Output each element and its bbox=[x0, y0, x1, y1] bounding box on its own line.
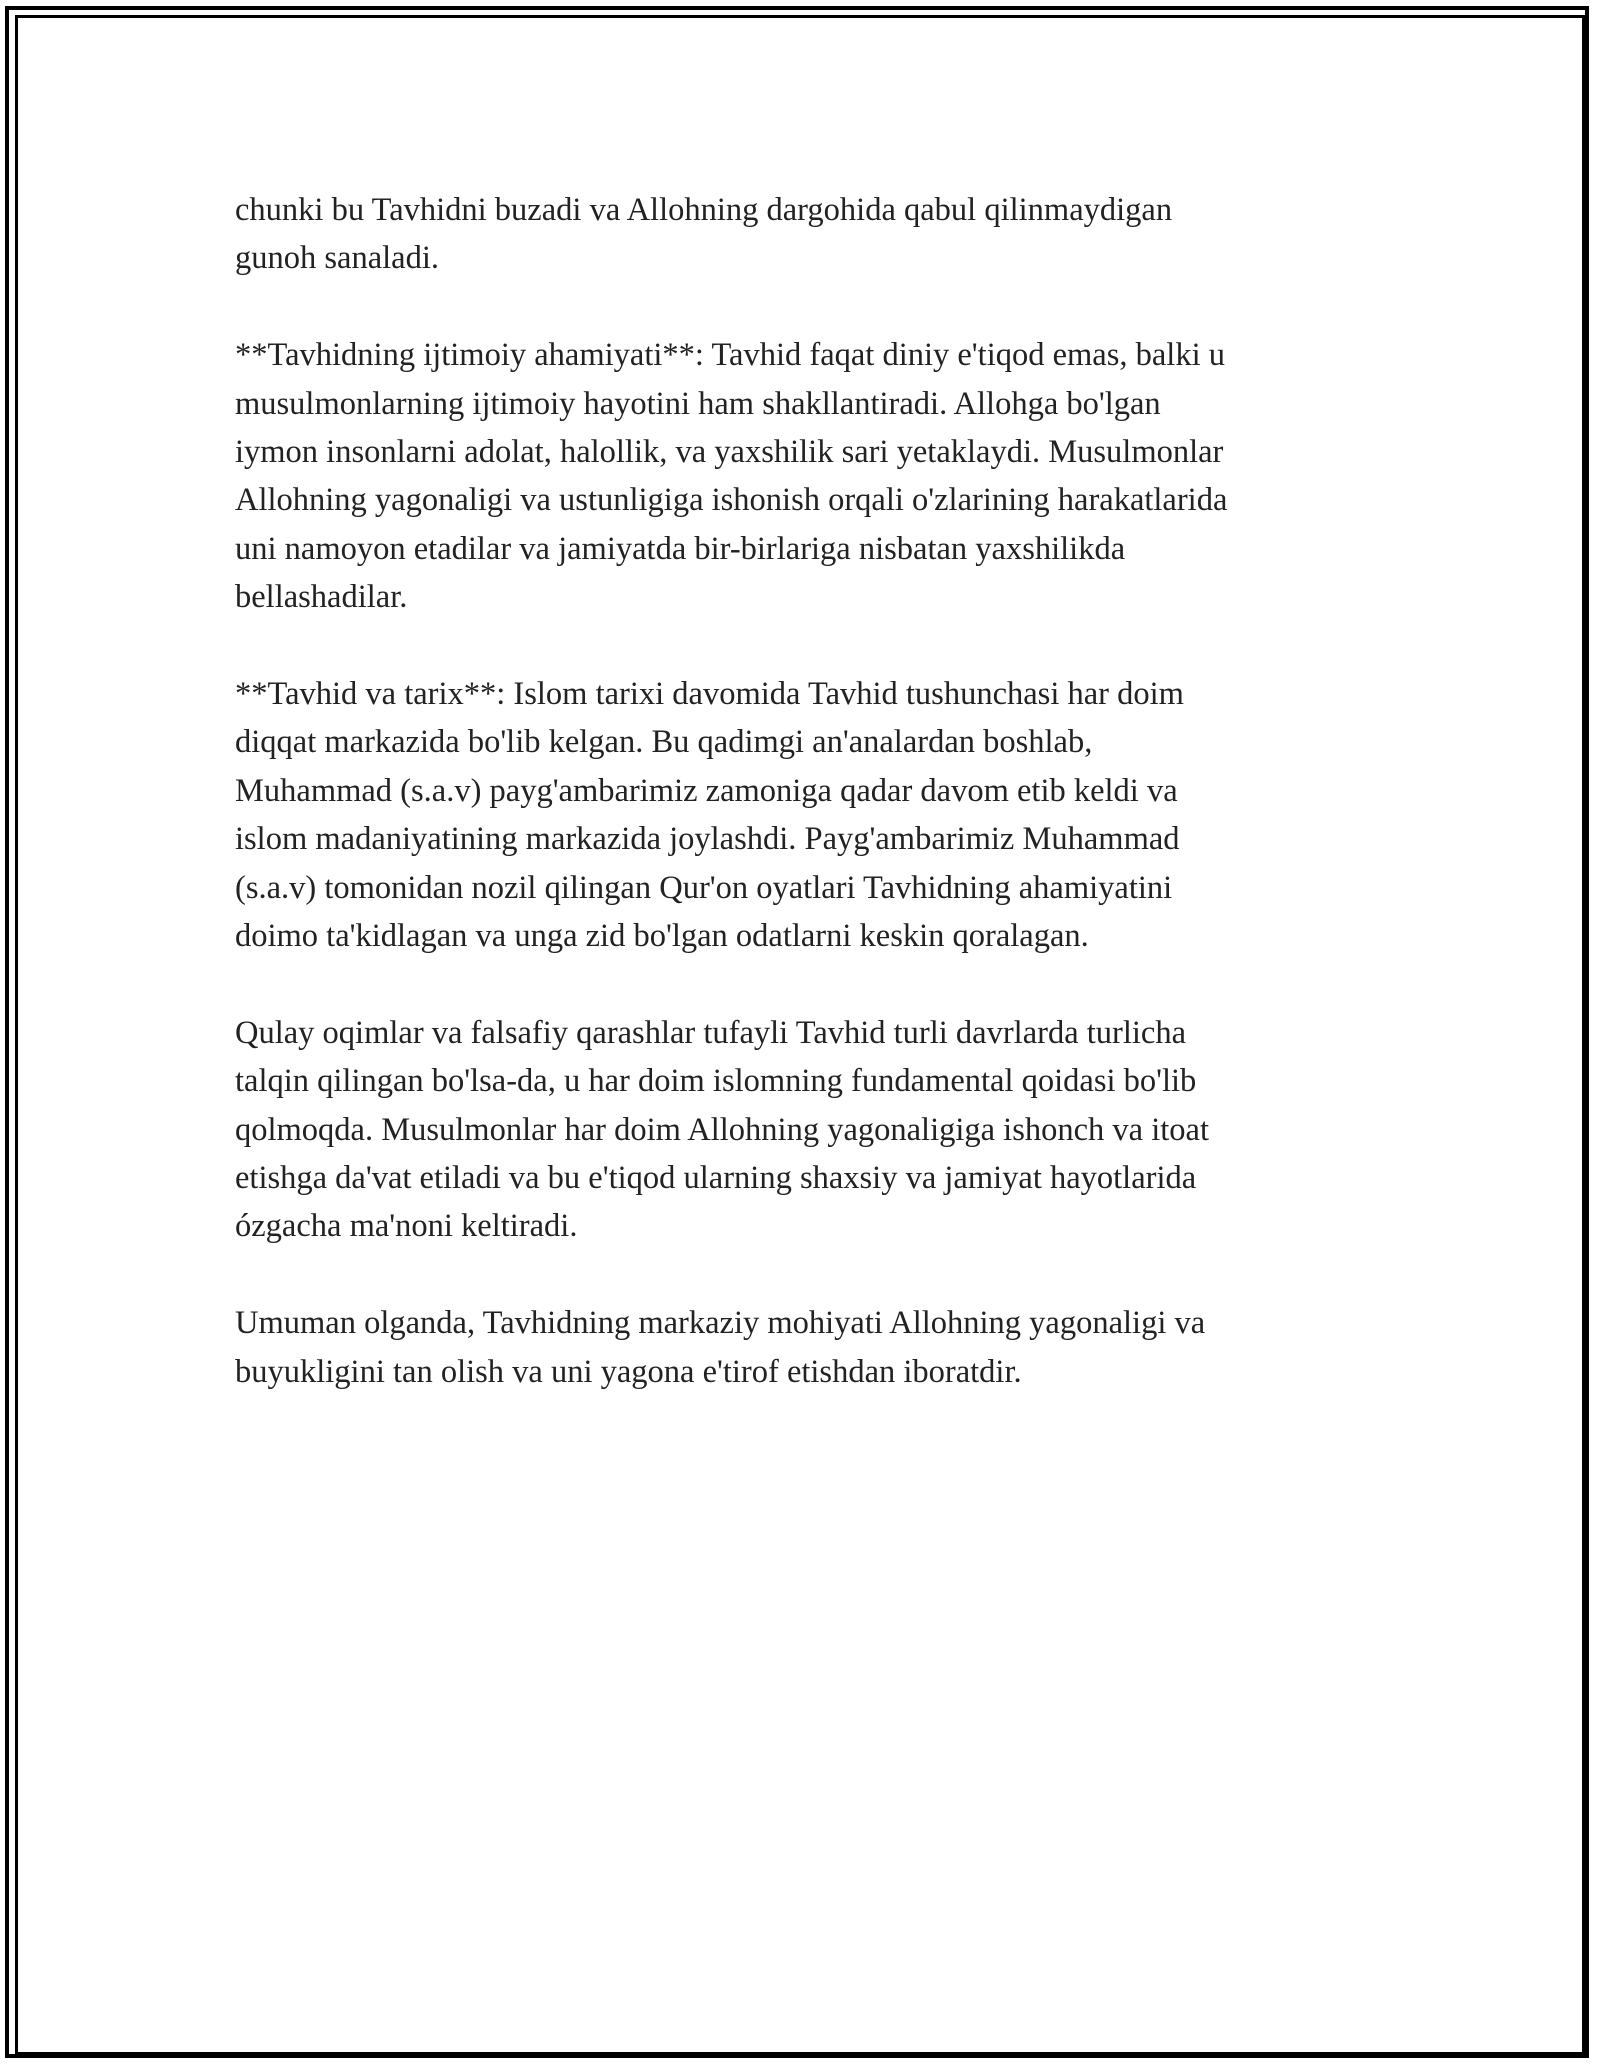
paragraph: Umuman olganda, Tavhidning markaziy mohiyati Allohning yagonaligi va buyukligini tan olish va uni yagona e'tirof etishdan iboratdir. bbox=[235, 1305, 1206, 1390]
paragraph: **Tavhid va tarix**: Islom tarixi davomida Tavhid tushunchasi har doim diqqat markazida bo'lib kelgan. Bu qadimgi an'analardan boshlab, Muhammad (s.a.v) payg'ambarimiz zamoniga qadar davom etib keldi va islom madaniyatining markazida joylashdi. Payg'ambarimiz Muhammad (s.a.v) tomonidan nozil qilingan Qur'on oyatlari Tavhidning ahamiyatini doimo ta'kidlagan va unga zid bo'lgan odatlarni keskin qoralagan. bbox=[235, 676, 1184, 955]
paragraph: Qulay oqimlar va falsafiy qarashlar tufayli Tavhid turli davrlarda turlicha talqin qilingan bo'lsa-da, u har doim islomning fundamental qoidasi bo'lib qolmoqda. Musulmonlar har doim Allohning yagonaligiga ishonch va itoat etishga da'vat etiladi va bu e'tiqod ularning shaxsiy va jamiyat hayotlarida ózgacha ma'noni keltiradi. bbox=[235, 1014, 1209, 1245]
document-body bbox=[235, 186, 1370, 1444]
paragraph: chunki bu Tavhidni buzadi va Allohning dargohida qabul qilinmaydigan gunoh sanaladi. bbox=[235, 192, 1173, 277]
paragraph: **Tavhidning ijtimoiy ahamiyati**: Tavhid faqat diniy e'tiqod emas, balki u musulmonlarning ijtimoiy hayotini ham shakllantiradi. Allohga bo'lgan iymon insonlarni adolat, halollik, va yaxshilik sari yetaklaydi. Musulmonlar Allohning yagonaligi va ustunligiga ishonish orqali o'zlarining harakatlarida uni namoyon etadilar va jamiyatda bir-birlariga nisbatan yaxshilikda bellashadilar. bbox=[235, 337, 1228, 616]
